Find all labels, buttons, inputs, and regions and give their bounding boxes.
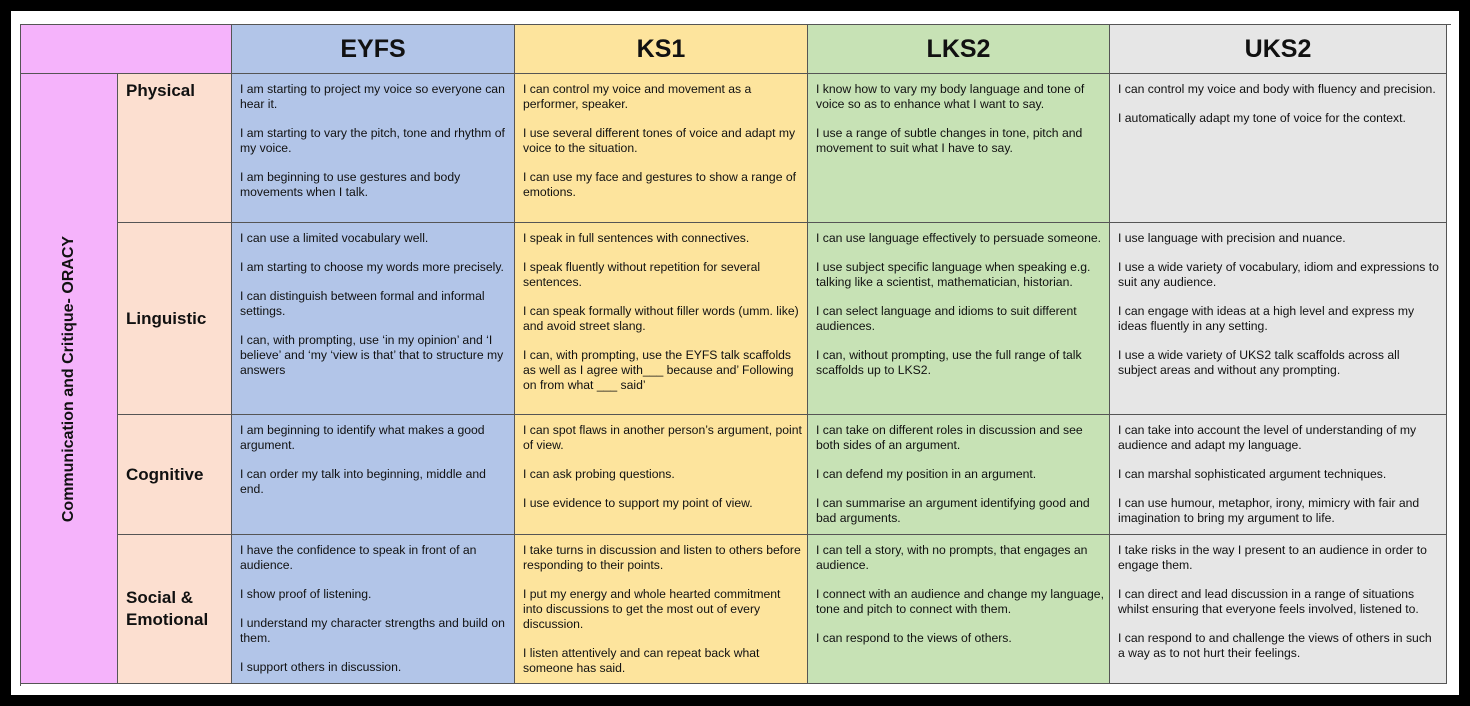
header-uks2: UKS2 (1110, 25, 1447, 74)
statement: I can marshal sophisticated argument techniques. (1118, 467, 1387, 481)
document-frame (11, 11, 1459, 695)
cell-linguistic-eyfs (232, 223, 515, 415)
statement: I speak fluently without repetition for several sentences. (523, 260, 761, 289)
cell-cognitive-uks2 (1110, 415, 1447, 535)
cell-cognitive-eyfs (232, 415, 515, 535)
statement: I can tell a story, with no prompts, that engages an audience. (816, 543, 1088, 572)
cell-physical-lks2 (808, 74, 1110, 223)
statement: I put my energy and whole hearted commitment into discussions to get the most out of every discussion. (523, 587, 781, 631)
statement: I can use language effectively to persuade someone. (816, 231, 1102, 245)
statement: I show proof of listening. (240, 587, 372, 601)
statement: I use subject specific language when speaking e.g. talking like a scientist, mathematician, historian. (816, 260, 1091, 289)
statement: I have the confidence to speak in front of an audience. (240, 543, 477, 572)
statement: I can, with prompting, use ‘in my opinion’ and ‘I believe’ and ‘my ‘view is that’ that to structure my answers (240, 333, 504, 377)
side-label: Communication and Critique- ORACY (60, 235, 78, 522)
cell-physical-ks1 (515, 74, 808, 223)
cell-social-emotional-uks2 (1110, 535, 1447, 684)
statement: I am starting to project my voice so everyone can hear it. (240, 82, 505, 111)
statement: I can take into account the level of understanding of my audience and adapt my language. (1118, 423, 1417, 452)
oracy-progression-table (20, 24, 1451, 686)
statement: I support others in discussion. (240, 660, 402, 674)
cell-linguistic-uks2 (1110, 223, 1447, 415)
statement: I am starting to choose my words more precisely. (240, 260, 504, 274)
cell-social-emotional-ks1 (515, 535, 808, 684)
statement: I can use a limited vocabulary well. (240, 231, 429, 245)
statement: I can respond to the views of others. (816, 631, 1012, 645)
cell-social-emotional-lks2 (808, 535, 1110, 684)
statement: I can engage with ideas at a high level and express my ideas fluently in any setting. (1118, 304, 1415, 333)
statement: I listen attentively and can repeat back what someone has said. (523, 646, 760, 675)
statement: I can order my talk into beginning, middle and end. (240, 467, 486, 496)
statement: I can take on different roles in discussion and see both sides of an argument. (816, 423, 1083, 452)
header-eyfs: EYFS (232, 25, 515, 74)
statement: I can distinguish between formal and informal settings. (240, 289, 485, 318)
statement: I use a wide variety of vocabulary, idiom and expressions to suit any audience. (1118, 260, 1439, 289)
side-label-cell (21, 74, 118, 684)
statement: I automatically adapt my tone of voice for the context. (1118, 111, 1406, 125)
statement: I can control my voice and movement as a performer, speaker. (523, 82, 752, 111)
header-ks1: KS1 (515, 25, 808, 74)
statement: I speak in full sentences with connectives. (523, 231, 750, 245)
cell-linguistic-ks1 (515, 223, 808, 415)
statement: I can use humour, metaphor, irony, mimicry with fair and imagination to bring my argument to life. (1118, 496, 1420, 525)
statement: I am beginning to use gestures and body movements when I talk. (240, 170, 461, 199)
statement: I connect with an audience and change my language, tone and pitch to connect with them. (816, 587, 1104, 616)
corner-cell (21, 25, 232, 74)
cell-linguistic-lks2 (808, 223, 1110, 415)
strand-physical: Physical (118, 74, 232, 223)
statement: I take risks in the way I present to an audience in order to engage them. (1118, 543, 1427, 572)
statement: I can, with prompting, use the EYFS talk scaffolds as well as I agree with___ because and’ Following on from what ___ said’ (523, 348, 794, 392)
statement: I can direct and lead discussion in a range of situations whilst ensuring that everyone feels involved, listened to. (1118, 587, 1419, 616)
statement: I can respond to and challenge the views of others in such a way as to not hurt their feelings. (1118, 631, 1432, 660)
statement: I can summarise an argument identifying good and bad arguments. (816, 496, 1090, 525)
statement: I can use my face and gestures to show a range of emotions. (523, 170, 797, 199)
statement: I know how to vary my body language and tone of voice so as to enhance what I want to say. (816, 82, 1085, 111)
cell-social-emotional-eyfs (232, 535, 515, 684)
cell-cognitive-ks1 (515, 415, 808, 535)
header-lks2: LKS2 (808, 25, 1110, 74)
statement: I take turns in discussion and listen to others before responding to their points. (523, 543, 801, 572)
cell-cognitive-lks2 (808, 415, 1110, 535)
statement: I can speak formally without filler words (umm. like) and avoid street slang. (523, 304, 799, 333)
statement: I use a range of subtle changes in tone, pitch and movement to suit what I have to say. (816, 126, 1083, 155)
statement: I can spot flaws in another person’s argument, point of view. (523, 423, 802, 452)
statement: I am beginning to identify what makes a good argument. (240, 423, 485, 452)
statement: I use a wide variety of UKS2 talk scaffolds across all subject areas and without any prompting. (1118, 348, 1400, 377)
statement: I can defend my position in an argument. (816, 467, 1037, 481)
strand-social-emotional: Social & Emotional (118, 535, 232, 684)
strand-linguistic: Linguistic (118, 223, 232, 415)
strand-cognitive: Cognitive (118, 415, 232, 535)
cell-physical-uks2 (1110, 74, 1447, 223)
statement: I use language with precision and nuance. (1118, 231, 1346, 245)
statement: I can, without prompting, use the full range of talk scaffolds up to LKS2. (816, 348, 1082, 377)
statement: I use several different tones of voice and adapt my voice to the situation. (523, 126, 796, 155)
cell-physical-eyfs (232, 74, 515, 223)
statement: I understand my character strengths and build on them. (240, 616, 505, 645)
statement: I am starting to vary the pitch, tone and rhythm of my voice. (240, 126, 505, 155)
statement: I can select language and idioms to suit different audiences. (816, 304, 1077, 333)
statement: I use evidence to support my point of view. (523, 496, 753, 510)
statement: I can control my voice and body with fluency and precision. (1118, 82, 1436, 96)
statement: I can ask probing questions. (523, 467, 675, 481)
